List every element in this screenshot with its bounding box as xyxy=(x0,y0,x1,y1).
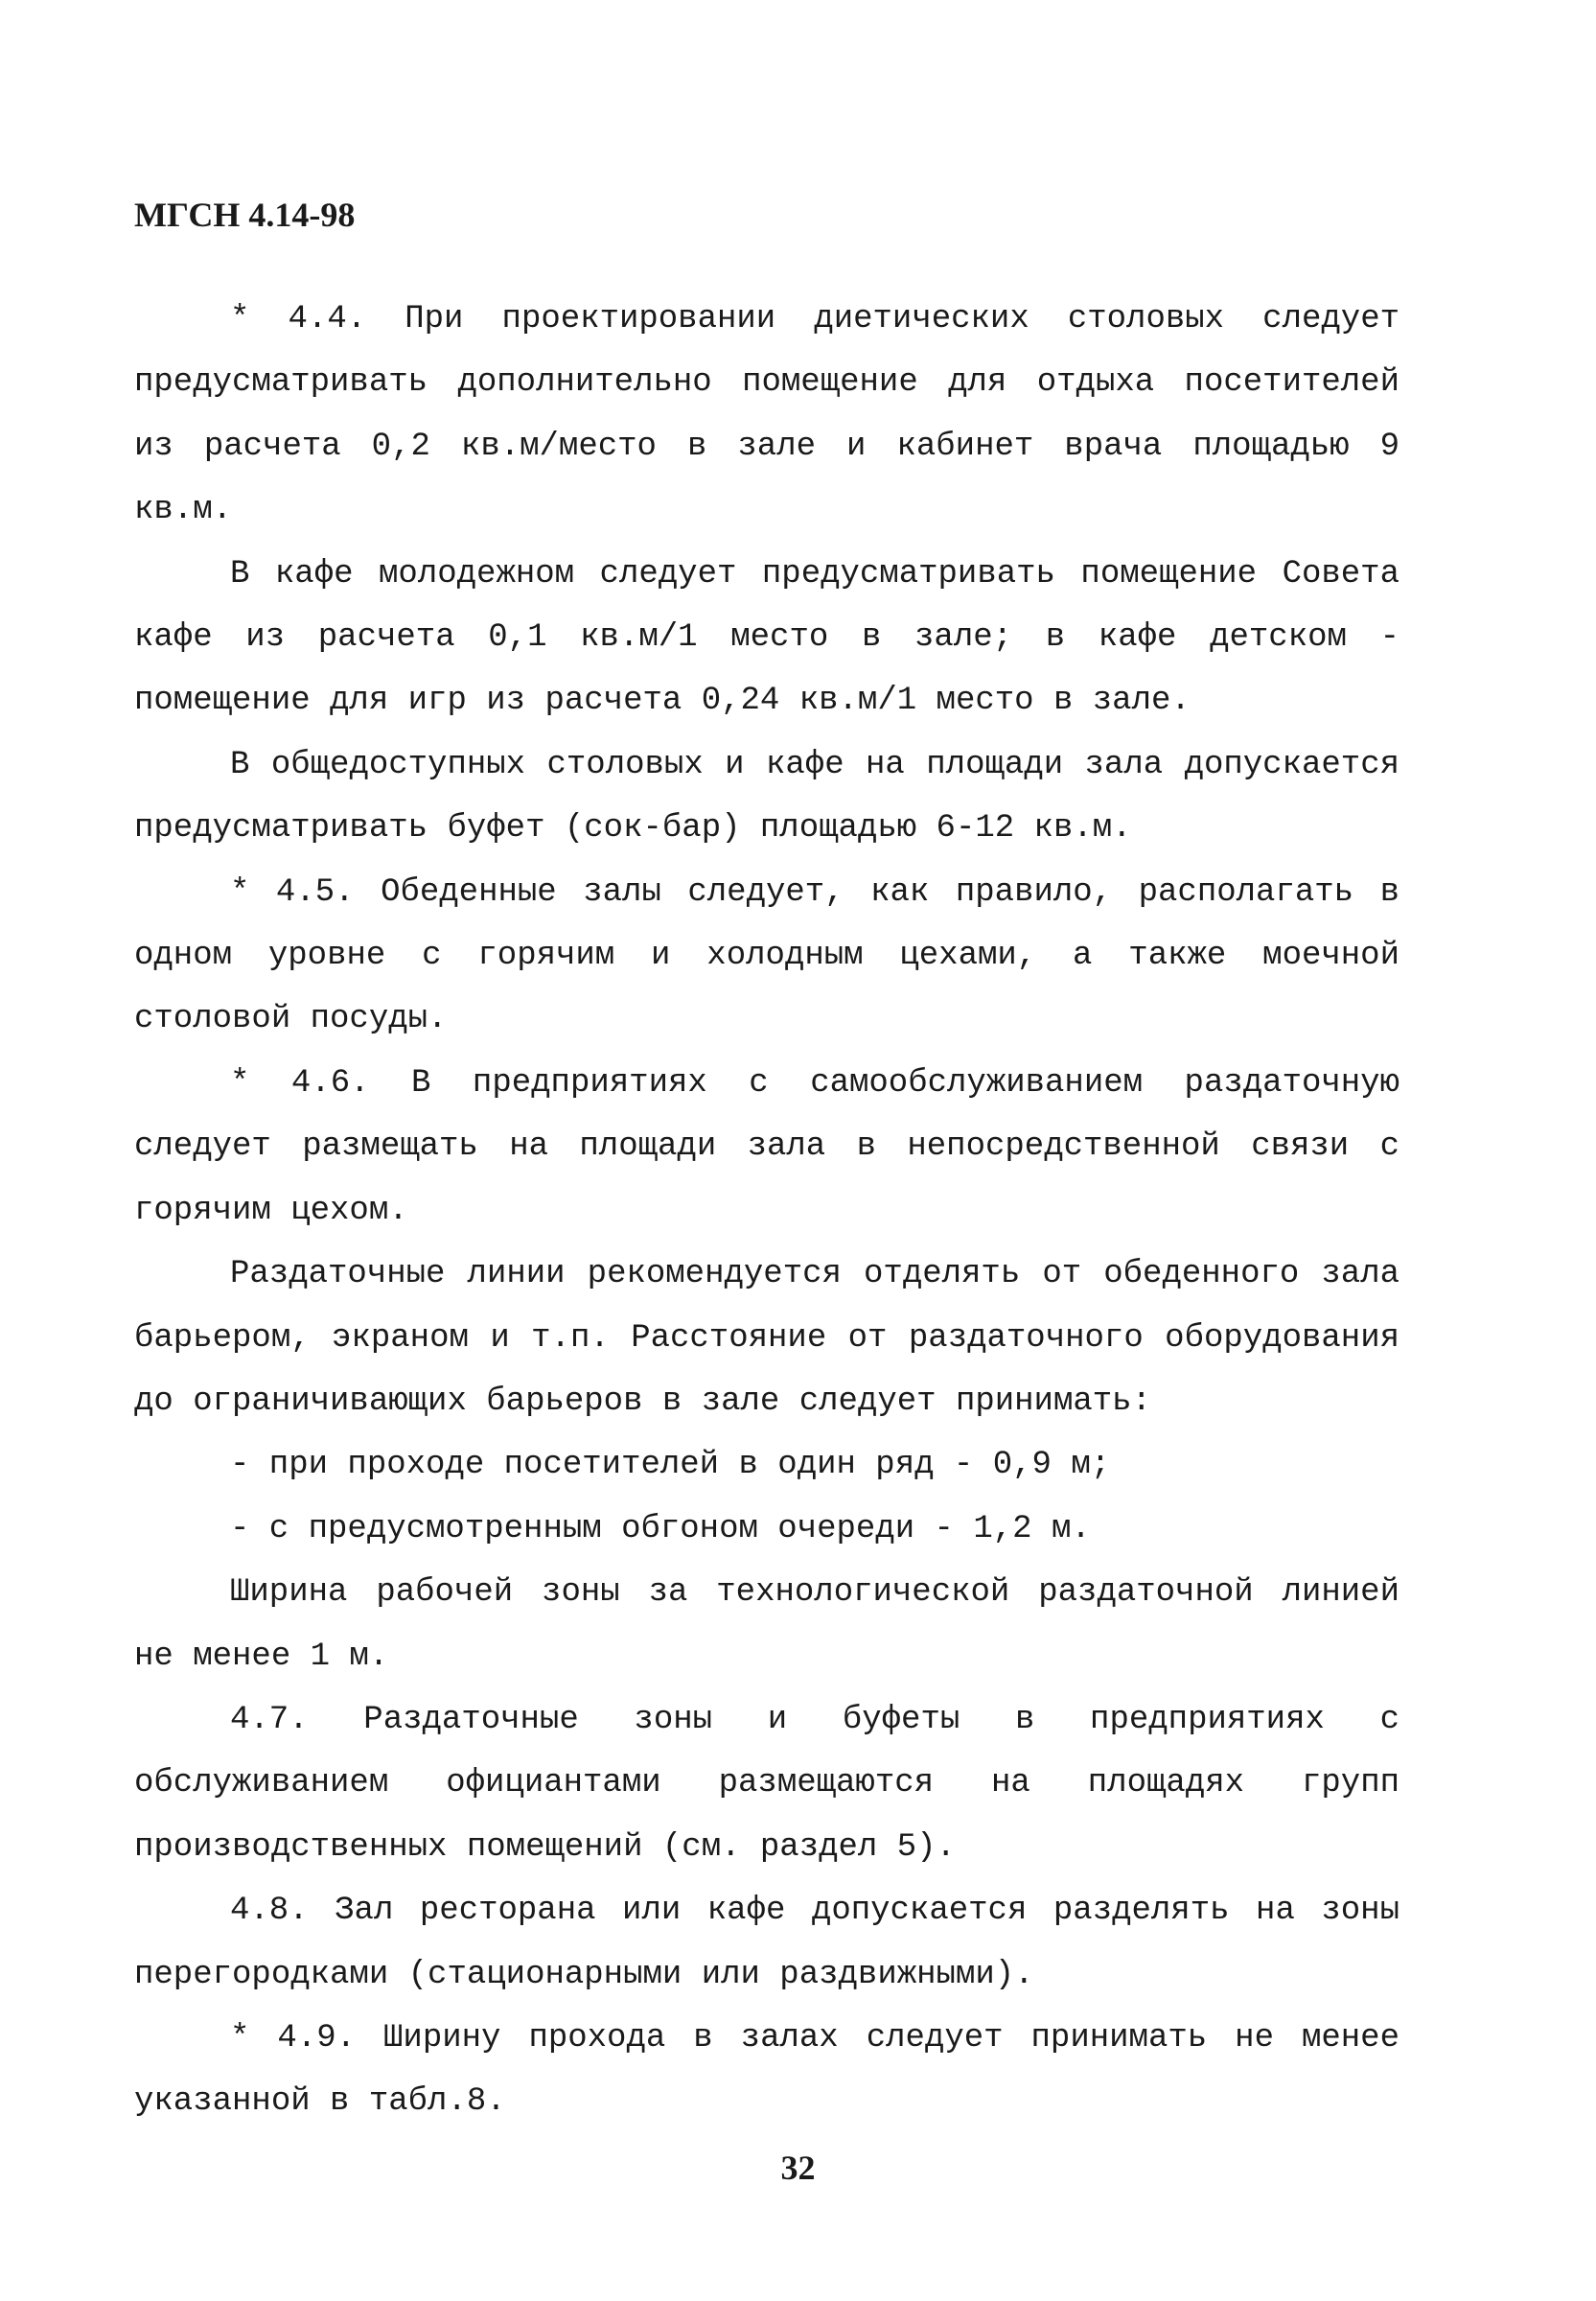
paragraph-4-5: * 4.5. Обеденные залы следует, как правило, располагать в одном уровне с горячим и холодным цехами, а также моечной столовой посуды. xyxy=(134,873,1399,1038)
document-body xyxy=(134,288,1399,2134)
paragraph-4-9: * 4.9. Ширину прохода в залах следует принимать не менее указанной в табл.8. xyxy=(134,2019,1399,2121)
list-item-single-row: - при проходе посетителей в один ряд - 0,9 м; xyxy=(230,1447,1111,1484)
paragraph-public-canteens: В общедоступных столовых и кафе на площади зала допускается предусматривать буфет (сок-бар) площадью 6-12 кв.м. xyxy=(134,746,1399,848)
page-number: 32 xyxy=(780,2149,816,2187)
document-code-header: МГСН 4.14-98 xyxy=(134,196,356,234)
paragraph-4-6: * 4.6. В предприятиях с самообслуживанием раздаточную следует размещать на площади зала в непосредственной связи с горячим цехом. xyxy=(134,1064,1399,1229)
paragraph-4-8: 4.8. Зал ресторана или кафе допускается разделять на зоны перегородками (стационарными или раздвижными). xyxy=(134,1893,1399,1993)
list-item-overtaking: - с предусмотренным обгоном очереди - 1,2 м. xyxy=(230,1510,1091,1547)
paragraph-4-4: * 4.4. При проектировании диетических столовых следует предусматривать дополнительно помещение для отдыха посетителей из расчета 0,2 кв.м/место в зале и кабинет врача площадью 9 кв.м. xyxy=(134,301,1399,529)
paragraph-serving-lines: Раздаточные линии рекомендуется отделять от обеденного зала барьером, экраном и т.п. Расстояние от раздаточного оборудования до ограничивающих барьеров в зале следует принимать: xyxy=(134,1256,1399,1420)
paragraph-4-7: 4.7. Раздаточные зоны и буфеты в предприятиях с обслуживанием официантами размещаются на площадях групп производственных помещений (см. раздел 5). xyxy=(134,1701,1399,1866)
paragraph-cafe-youth: В кафе молодежном следует предусматривать помещение Совета кафе из расчета 0,1 кв.м/1 место в зале; в кафе детском - помещение для игр из расчета 0,24 кв.м/1 место в зале. xyxy=(134,555,1399,720)
paragraph-work-zone-width: Ширина рабочей зоны за технологической раздаточной линией не менее 1 м. xyxy=(134,1574,1399,1675)
